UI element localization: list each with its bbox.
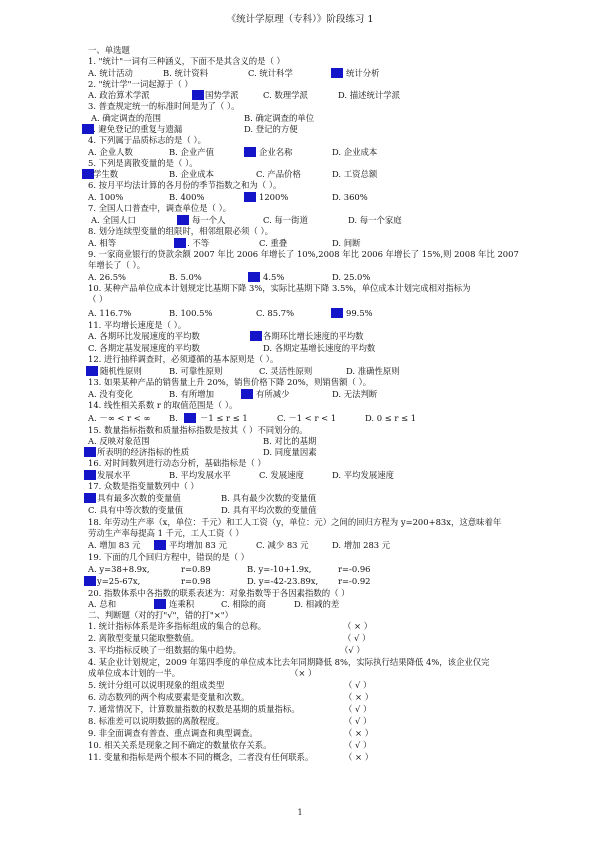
line-text: 19. 下面的几个回归方程中，错误的是（ ） xyxy=(88,552,250,562)
option-text: 各期环比增长速度的平均数 xyxy=(263,331,364,341)
option-text: 随机性原则 xyxy=(100,366,142,376)
line-text: （ ） xyxy=(88,294,108,304)
option-text: －1 ≤ r ≤ 1 xyxy=(200,413,248,423)
option-text: 连乘积 xyxy=(169,599,195,609)
line-text: 9. 非全面调查有普查、重点调查和典型调查。 xyxy=(88,728,258,738)
option-text: 1200% xyxy=(259,192,289,202)
line-text: 1. "统计"一词有三种涵义，下面不是其含义的是（ ） xyxy=(88,56,285,66)
text-line xyxy=(88,692,374,702)
option-text: A. 全国人口 xyxy=(91,215,136,225)
text-line xyxy=(88,135,206,145)
option-text: D. 具有平均次数的变量值 xyxy=(221,505,317,515)
option-text: B. 企业产值 xyxy=(169,147,214,157)
text-line xyxy=(88,354,278,364)
option-text: C. 具有中等次数的变量值 xyxy=(88,505,184,515)
option-text: C. 发展速度 xyxy=(259,470,304,480)
text-line xyxy=(88,56,285,66)
line-text: 7. 全国人口普查中，调查单位是（ ）。 xyxy=(88,203,232,213)
answer-highlight xyxy=(84,470,96,480)
option-text: A. 100% xyxy=(88,192,124,202)
text-line xyxy=(88,400,237,410)
line-text: 15. 数量指标指数和质量指标指数是按其（ ）不同划分的。 xyxy=(88,425,308,435)
option-text: B. 企业成本 xyxy=(169,169,214,179)
answer-highlight xyxy=(241,389,253,399)
text-line xyxy=(88,180,281,190)
line-text: 6. 动态数列的两个构成要素是变量和次数。 xyxy=(88,692,250,702)
option-text: B. 确定调查的单位 xyxy=(244,113,315,123)
judgement-answer: （ × ） xyxy=(344,752,374,762)
option-text: A. 26.5% xyxy=(88,272,126,282)
option-text: 所表明的经济指标的性质 xyxy=(97,447,190,457)
line-text: 18. 年劳动生产率（x，单位：千元）和工人工资（y，单位：元）之间的回归方程为 y=200+83x，这意味着年 xyxy=(88,517,502,527)
option-text: 企业名称 xyxy=(259,147,293,157)
text-line xyxy=(88,610,233,620)
judgement-answer: （ × ） xyxy=(343,621,373,631)
option-text: r=0.98 xyxy=(181,576,211,586)
text-line xyxy=(88,704,372,714)
option-text: D. 描述统计学派 xyxy=(338,90,400,100)
text-line xyxy=(88,294,107,304)
text-line xyxy=(88,320,186,330)
line-text: 14. 线性相关系数 r 的取值范围是（ ）。 xyxy=(88,400,238,410)
option-text: 统计分析 xyxy=(346,68,380,78)
option-text: . 不等 xyxy=(187,238,210,248)
line-text: 7. 通常情况下，计算数量指数的权数是基期的质量指标。 xyxy=(88,704,300,714)
judgement-answer: （ × ） xyxy=(344,728,374,738)
line-text: 3. 平均指标反映了一组数据的集中趋势。 xyxy=(88,645,242,655)
text-line xyxy=(88,260,145,270)
answer-highlight xyxy=(248,272,260,282)
text-line xyxy=(88,79,193,89)
option-text: 4.5% xyxy=(263,272,285,282)
text-line xyxy=(88,481,199,491)
answer-highlight xyxy=(184,413,196,423)
line-text: 10. 相关关系是现象之间不确定的数量依存关系。 xyxy=(88,740,272,750)
answer-highlight xyxy=(84,447,96,457)
line-text: 6. 按月平均法计算的各月份的季节指数之和为（ ）。 xyxy=(88,180,282,190)
line-text: 5. 统计分组可以说明现象的组成类型 xyxy=(88,680,225,690)
option-text: D. y=-42-23.89x, xyxy=(247,576,319,586)
option-text: C. 85.7% xyxy=(256,308,295,318)
option-text: A. 政治算术学派 xyxy=(88,90,150,100)
option-text: D. 25.0% xyxy=(332,272,371,282)
text-line xyxy=(88,552,249,562)
answer-highlight xyxy=(331,308,343,318)
line-text: 二、判断题（对的打"√"，错的打"×"） xyxy=(88,610,234,620)
line-text: 成单位成本计划的一半。 xyxy=(88,668,181,678)
option-text: A. 相等 xyxy=(88,238,117,248)
answer-highlight xyxy=(174,238,186,248)
line-text: 年增长了（ ）。 xyxy=(88,260,146,270)
option-text: C. 减少 83 元 xyxy=(256,540,309,550)
line-text: 劳动生产率每提高 1 千元，工人工资（ ） xyxy=(88,528,244,538)
option-text: A. 统计活动 xyxy=(88,68,133,78)
option-text: C. 重叠 xyxy=(259,238,288,248)
text-line xyxy=(88,517,501,527)
option-text: B. 统计资料 xyxy=(163,68,208,78)
answer-highlight xyxy=(177,215,189,225)
text-line xyxy=(88,226,273,236)
line-text: 4. 下列属于品质标志的是（ ）。 xyxy=(88,135,206,145)
option-text: B. y=-10+1.9x, xyxy=(247,564,312,574)
option-text: A. 各期环比发展速度的平均数 xyxy=(88,331,200,341)
judgement-answer: （ × ） xyxy=(344,692,374,702)
option-text: B. 对比的基期 xyxy=(263,436,317,446)
option-text: 平均增加 83 元 xyxy=(169,540,227,550)
text-line xyxy=(88,203,231,213)
option-text: D. 工资总额 xyxy=(332,169,378,179)
judgement-answer: （ √ ） xyxy=(344,704,372,714)
option-text: 国势学派 xyxy=(205,90,239,100)
option-text: B. 有所增加 xyxy=(169,389,214,399)
option-text: D. 间断 xyxy=(332,238,361,248)
option-text: r=-0.96 xyxy=(338,564,371,574)
text-line xyxy=(88,158,198,168)
text-line xyxy=(88,728,374,738)
option-text: C. 每一街道 xyxy=(263,215,308,225)
option-text: C. 各期定基发展速度的平均数 xyxy=(88,343,200,353)
line-text: 一、单选题 xyxy=(88,45,130,55)
line-text: 13. 如果某种产品的销售量上升 20%，销售价格下降 20%，则销售额（ ）。 xyxy=(88,377,372,387)
text-line xyxy=(88,740,372,750)
option-text: 每一个人 xyxy=(192,215,226,225)
option-text: A. 没有变化 xyxy=(88,389,133,399)
option-text: D. 360% xyxy=(332,192,368,202)
page-number: 1 xyxy=(297,808,303,817)
option-text: A. －∞ < r < ∞ xyxy=(88,413,151,423)
option-text: D. 企业成本 xyxy=(332,147,378,157)
line-text: 20. 指数体系中各指数的联系表述为：对象指数等于各因素指数的（ ） xyxy=(88,588,350,598)
option-text: 具有最多次数的变量值 xyxy=(97,493,181,503)
text-line xyxy=(88,528,244,538)
answer-highlight xyxy=(244,147,256,157)
answer-highlight xyxy=(154,540,166,550)
option-text: B. 100.5% xyxy=(169,308,213,318)
option-text: A. 反映对象范围 xyxy=(88,436,150,446)
line-text: 2. "统计学"一词起源于（ ） xyxy=(88,79,193,89)
text-line xyxy=(88,621,373,631)
text-line xyxy=(88,657,490,667)
line-text: 9. 一家商业银行的贷款余额 2007 年比 2006 年增长了 10%,2008 年比 2006 年增长了 15%,则 2008 年比 2007 xyxy=(88,249,519,259)
option-text: r=-0.92 xyxy=(338,576,371,586)
option-text: . 避免登记的重复与遗漏 xyxy=(93,124,183,134)
option-text: D. 登记的方便 xyxy=(244,124,298,134)
option-text: A. 确定调查的范围 xyxy=(91,113,161,123)
answer-highlight xyxy=(154,599,166,609)
option-text: C. －1 < r < 1 xyxy=(277,413,337,423)
text-line xyxy=(88,377,371,387)
option-text: 99.5% xyxy=(346,308,373,318)
judgement-answer: （ √ ） xyxy=(344,716,372,726)
answer-highlight xyxy=(244,192,256,202)
line-text: 11. 变量和指标是两个根本不同的概念，二者没有任何联系。 xyxy=(88,752,314,762)
option-text: C. 数理学派 xyxy=(263,90,308,100)
line-text: 2. 离散型变量只能取整数值。 xyxy=(88,633,200,643)
option-text: A. 总和 xyxy=(88,599,117,609)
judgement-answer: （ √ ） xyxy=(344,740,372,750)
answer-highlight xyxy=(84,493,96,503)
line-text: 10. 某种产品单位成本计划规定比基期下降 3%，实际比基期下降 3.5%，单位成本计划完成相对指标为 xyxy=(88,283,471,293)
line-text: 4. 某企业计划规定，2009 年第四季度的单位成本比去年同期降低 8%，实际执行结果降低 4%，该企业仅完 xyxy=(88,657,490,667)
option-text: C. 统计科学 xyxy=(248,68,293,78)
text-line xyxy=(88,249,519,259)
text-line xyxy=(88,645,365,655)
option-text: B. 平均发展水平 xyxy=(169,470,231,480)
text-line xyxy=(88,425,308,435)
line-text: 17. 众数是指变量数列中（ ） xyxy=(88,481,199,491)
option-text: D. 无法判断 xyxy=(332,389,378,399)
text-line xyxy=(88,458,266,468)
option-text: B. 可靠性原则 xyxy=(169,366,223,376)
answer-highlight xyxy=(192,90,204,100)
option-text: r=0.89 xyxy=(181,564,211,574)
option-text: D. 每一个家庭 xyxy=(348,215,402,225)
option-text: C. 产品价格 xyxy=(256,169,301,179)
answer-highlight xyxy=(86,366,98,376)
line-text: 3. 普查规定统一的标准时间是为了（ ）。 xyxy=(88,101,240,111)
option-text: D. 相减的差 xyxy=(294,599,340,609)
option-text: B. xyxy=(169,413,178,423)
line-text: 16. 对时间数列进行动态分析，基础指标是（ ） xyxy=(88,458,266,468)
option-text: C. 相除的商 xyxy=(221,599,266,609)
answer-highlight xyxy=(331,68,343,78)
text-line xyxy=(88,716,372,726)
option-text: D. 准确性原则 xyxy=(346,366,400,376)
option-text: B. 5.0% xyxy=(169,272,202,282)
answer-highlight xyxy=(250,331,262,341)
option-text: D. 同度量因素 xyxy=(263,447,317,457)
option-text: D. 增加 283 元 xyxy=(332,540,391,550)
text-line xyxy=(88,283,471,293)
option-text: D. 平均发展速度 xyxy=(332,470,394,480)
option-text: D. 各期定基增长速度的平均数 xyxy=(263,343,376,353)
judgement-answer: （√ ） xyxy=(340,645,365,655)
option-text: B. 具有最少次数的变量值 xyxy=(221,493,317,503)
page-title: 《统计学原理（专科）》阶段练习 1 xyxy=(226,14,374,25)
option-text: 学生数 xyxy=(93,169,119,179)
line-text: 11. 平均增长速度是（ ）。 xyxy=(88,320,187,330)
text-line xyxy=(88,588,350,598)
option-text: A. y=38+8.9x, xyxy=(88,564,150,574)
line-text: 12. 进行抽样调查时，必须遵循的基本原则是（ ）。 xyxy=(88,354,279,364)
option-text: D. 0 ≤ r ≤ 1 xyxy=(365,413,417,423)
text-line xyxy=(88,752,374,762)
line-text: 8. 划分连续型变量的组限时，相邻组限必须（ ）。 xyxy=(88,226,273,236)
judgement-answer: （ √ ） xyxy=(344,680,372,690)
line-text: 1. 统计指标体系是许多指标组成的集合的总称。 xyxy=(88,621,267,631)
option-text: 有所减少 xyxy=(256,389,290,399)
text-line xyxy=(88,668,317,678)
text-line xyxy=(88,680,372,690)
option-text: A. 企业人数 xyxy=(88,147,133,157)
text-line xyxy=(88,633,371,643)
text-line xyxy=(88,45,130,55)
answer-highlight xyxy=(84,576,96,586)
option-text: y=25-67x, xyxy=(97,576,141,586)
judgement-answer: （ √ ） xyxy=(343,633,371,643)
option-text: 发展水平 xyxy=(97,470,131,480)
line-text: 5. 下列是离散变量的是（ ）。 xyxy=(88,158,198,168)
option-text: B. 400% xyxy=(169,192,205,202)
option-text: C. 灵活性原则 xyxy=(259,366,313,376)
line-text: 8. 标准差可以说明数据的离散程度。 xyxy=(88,716,225,726)
option-text: A. 116.7% xyxy=(88,308,132,318)
judgement-answer: （× ） xyxy=(290,668,317,678)
text-line xyxy=(88,101,240,111)
option-text: A. 增加 83 元 xyxy=(88,540,141,550)
